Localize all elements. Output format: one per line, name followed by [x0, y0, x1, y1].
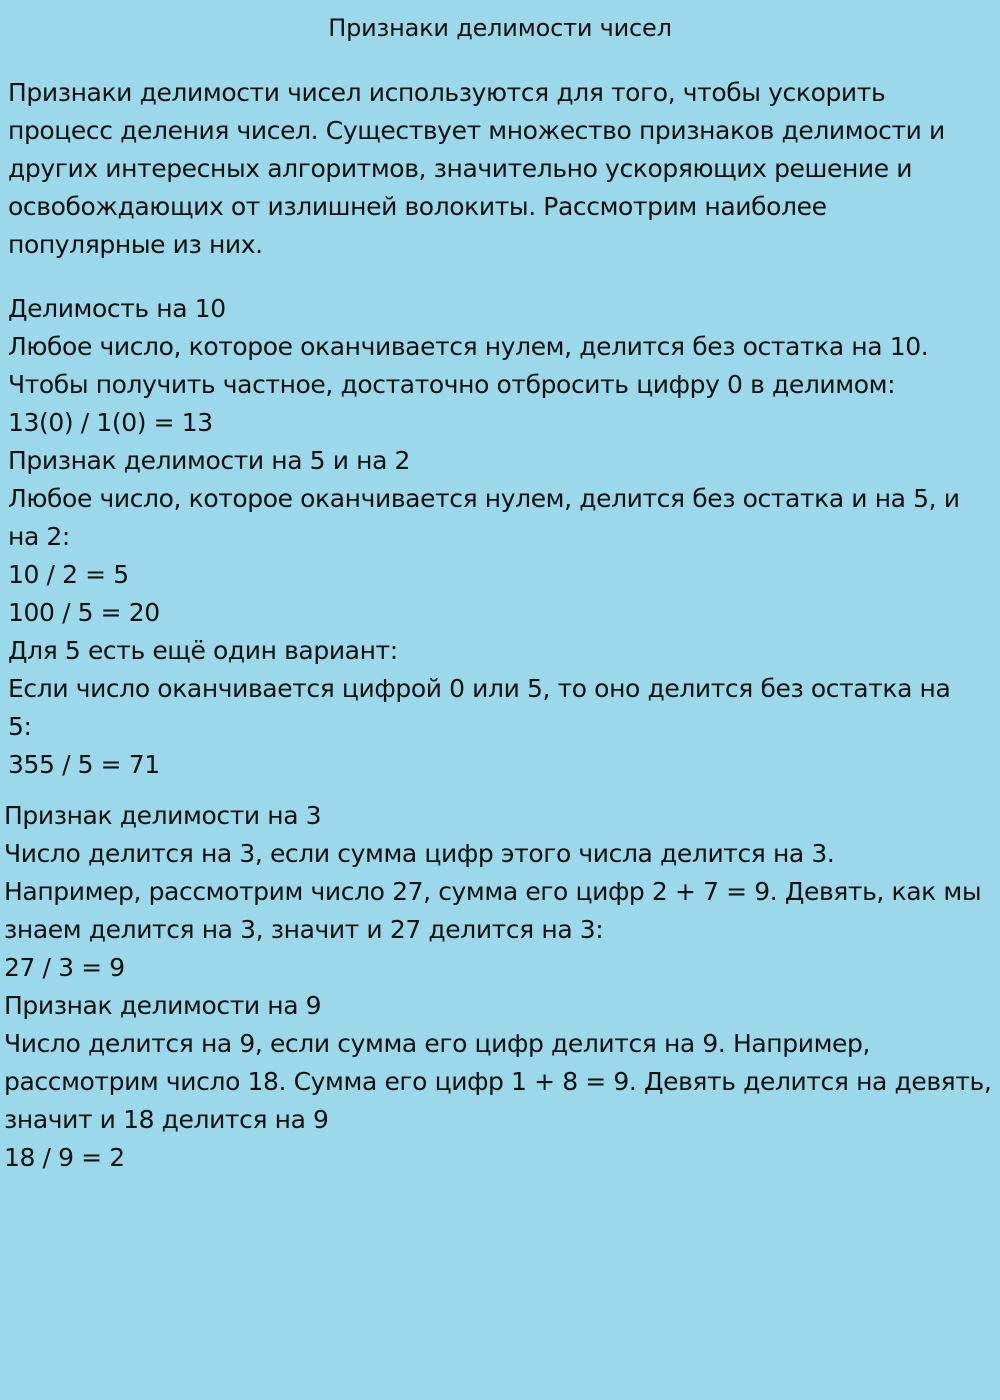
section-divisibility-3-9: [4, 797, 992, 1177]
text-line: Если число оканчивается цифрой 0 или 5, то оно делится без остатка на: [8, 674, 951, 703]
text-line: Число делится на 3, если сумма цифр этого числа делится на 3.: [4, 839, 835, 868]
example-line: 13(0) / 1(0) = 13: [8, 408, 213, 437]
example-line: 100 / 5 = 20: [8, 598, 160, 627]
page-title: Признаки делимости чисел: [328, 14, 672, 42]
example-line: 355 / 5 = 71: [8, 750, 160, 779]
section-heading: Делимость на 10: [8, 294, 226, 323]
text-line: Для 5 есть ещё один вариант:: [8, 636, 398, 665]
text-line: знаем делится на 3, значит и 27 делится на 3:: [4, 915, 604, 944]
text-line: Признаки делимости чисел используются для того, чтобы ускорить: [8, 78, 886, 107]
section-divisibility-10-5-2: [8, 290, 993, 784]
text-line: Например, рассмотрим число 27, сумма его цифр 2 + 7 = 9. Девять, как мы: [4, 877, 982, 906]
text-line: популярные из них.: [8, 230, 263, 259]
text-line: значит и 18 делится на 9: [4, 1105, 329, 1134]
text-line: Число делится на 9, если сумма его цифр делится на 9. Например,: [4, 1029, 871, 1058]
text-line: рассмотрим число 18. Сумма его цифр 1 + 8 = 9. Девять делится на девять,: [4, 1067, 992, 1096]
text-line: 5:: [8, 712, 32, 741]
example-line: 18 / 9 = 2: [4, 1143, 125, 1172]
intro-paragraph: [8, 74, 993, 264]
text-line: Чтобы получить частное, достаточно отбросить цифру 0 в делимом:: [8, 370, 896, 399]
example-line: 27 / 3 = 9: [4, 953, 125, 982]
text-line: освобождающих от излишней волокиты. Рассмотрим наиболее: [8, 192, 827, 221]
section-heading: Признак делимости на 3: [4, 801, 322, 830]
example-line: 10 / 2 = 5: [8, 560, 129, 589]
text-line: Любое число, которое оканчивается нулем, делится без остатка на 10.: [8, 332, 929, 361]
text-line: процесс деления чисел. Существует множество признаков делимости и: [8, 116, 945, 145]
section-heading: Признак делимости на 9: [4, 991, 322, 1020]
text-line: на 2:: [8, 522, 70, 551]
text-line: Любое число, которое оканчивается нулем, делится без остатка и на 5, и: [8, 484, 960, 513]
text-line: других интересных алгоритмов, значительно ускоряющих решение и: [8, 154, 913, 183]
section-heading: Признак делимости на 5 и на 2: [8, 446, 411, 475]
